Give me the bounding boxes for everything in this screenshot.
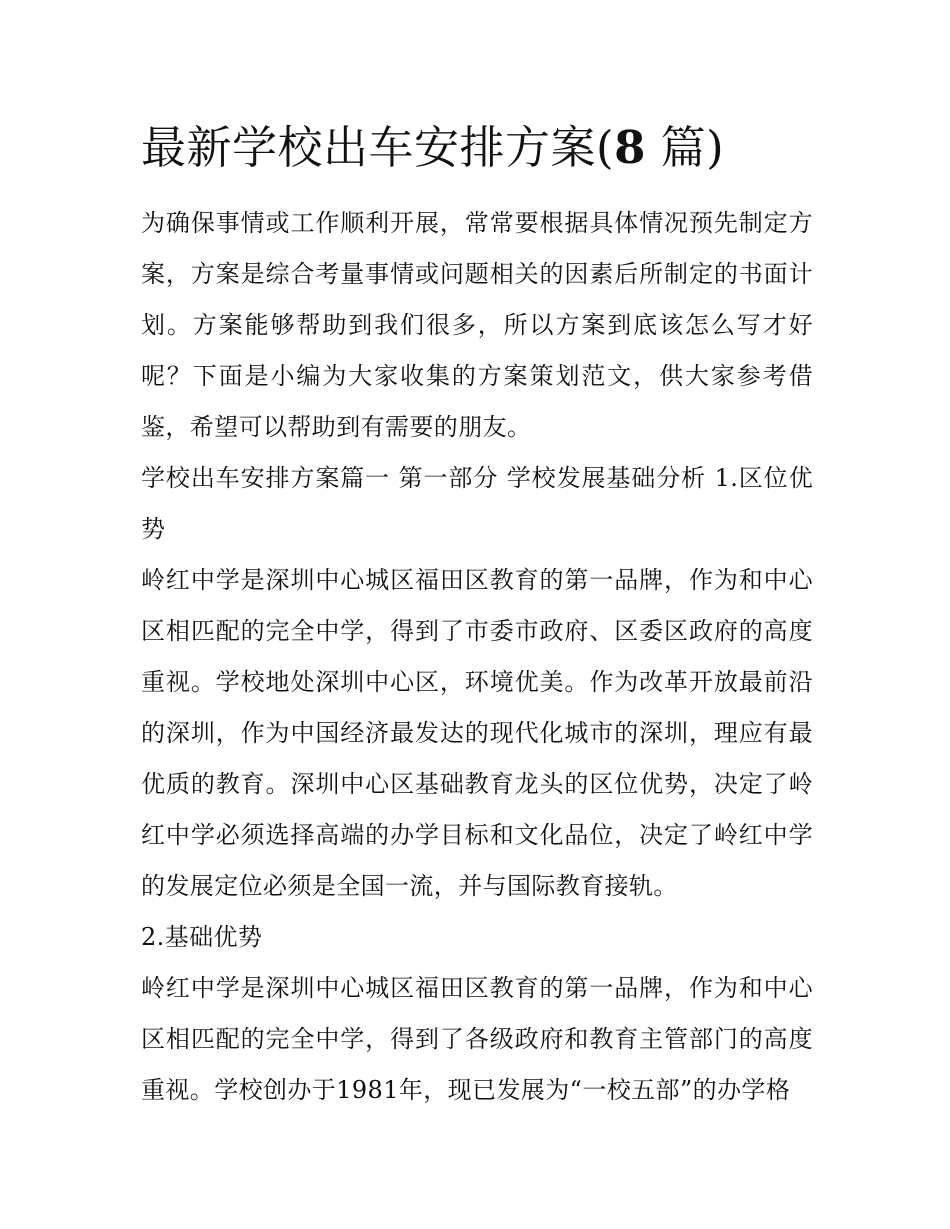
location-advantage-paragraph: 岭红中学是深圳中心城区福田区教育的第一品牌，作为和中心区相匹配的完全中学，得到了市委市政府、区委区政府的高度重视。学校地处深圳中心区，环境优美。作为改革开放最前沿的深圳，作为中国经济最发达的现代化城市的深圳，理应有最优质的教育。深圳中心区基础教育龙头的区位优势，决定了岭红中学必须选择高端的办学目标和文化品位，决定了岭红中学的发展定位必须是全国一流，并与国际教育接轨。 [141, 566, 813, 900]
subsection-heading: 2.基础优势 [141, 923, 263, 951]
title-count: 8 [614, 121, 646, 174]
document-body [141, 112, 813, 1116]
foundation-advantage-paragraph: 岭红中学是深圳中心城区福田区教育的第一品牌，作为和中心区相匹配的完全中学，得到了各级政府和教育主管部门的高度重视。学校创办于1981年，现已发展为“一校五部”的办学格 [141, 974, 813, 1104]
title-suffix: 篇) [645, 121, 725, 174]
title-text: 最新学校出车安排方案( [141, 121, 615, 174]
intro-paragraph: 为确保事情或工作顺利开展，常常要根据具体情况预先制定方案，方案是综合考量事情或问题相关的因素后所制定的书面计划。方案能够帮助到我们很多，所以方案到底该怎么写才好呢？下面是小编为大家收集的方案策划范文，供大家参考借鉴，希望可以帮助到有需要的朋友。 [141, 209, 813, 441]
document-title [141, 112, 813, 184]
section-heading: 学校出车安排方案篇一 第一部分 学校发展基础分析 1.区位优势 [141, 464, 813, 543]
